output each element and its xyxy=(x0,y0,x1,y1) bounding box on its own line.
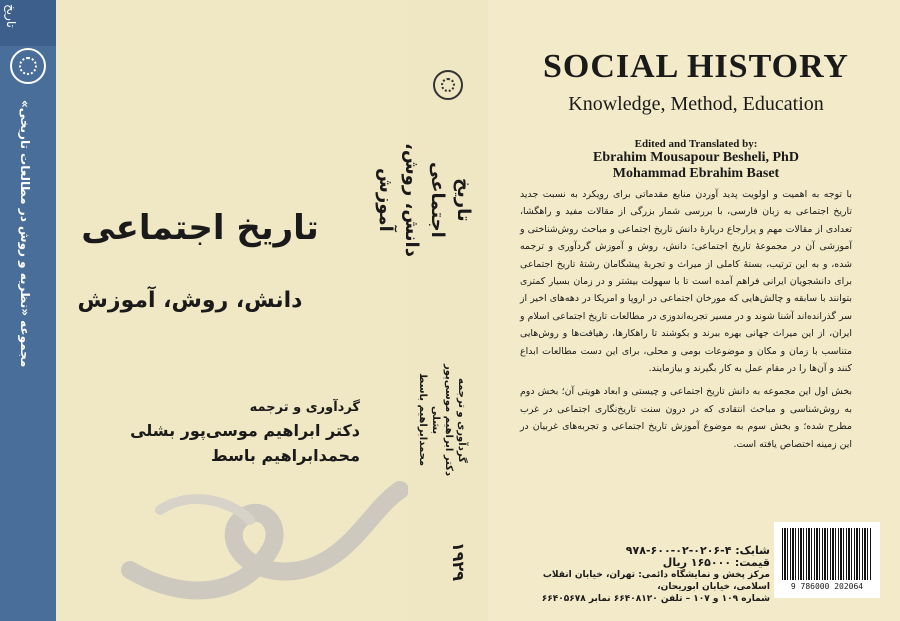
price-line: قیمت: ۱۶۵۰۰۰ ریال xyxy=(662,556,770,569)
spine-title xyxy=(375,140,476,260)
editor-1: Ebrahim Mousapour Besheli, PhD xyxy=(593,150,799,165)
editor-2: Mohammad Ebrahim Baset xyxy=(612,166,780,181)
series-title: مجموعه «نظریه و روش در مطالعات تاریخی» xyxy=(18,100,32,368)
spine-authors xyxy=(417,360,468,480)
spine-author-1: دکتر ابراهیم موسی‌پور بشلی xyxy=(430,363,454,477)
edited-label: Edited and Translated by: xyxy=(634,138,758,150)
author-2: محمدابراهیم باسط xyxy=(211,446,360,465)
english-subtitle: Knowledge, Method, Education xyxy=(568,93,824,115)
spine-compiled-label: گردآوری و ترجمه xyxy=(456,377,467,463)
spine-author-2: محمدابراهیم باسط xyxy=(417,373,428,467)
spine-number: ۱۹۲۹ xyxy=(449,542,468,582)
isbn-line: شابک: ۴-۰۲۰۶-۰۲-۶۰۰-۹۷۸ xyxy=(625,544,770,557)
strip-label: تاریخ xyxy=(4,4,18,28)
front-cover xyxy=(0,0,408,621)
phone-line: شماره ۱۰۹ و ۱۰۷ – تلفن ۶۶۴۰۸۱۲۰ نمابر ۶۶۴۰۵۶۷۸ xyxy=(541,594,770,604)
spine-logo-icon xyxy=(433,70,463,100)
front-subtitle: دانش، روش، آموزش xyxy=(77,288,303,313)
barcode-number: 9 786000 202064 xyxy=(790,582,864,591)
spine-title-line-2: دانش، روش، آموزش xyxy=(375,143,422,257)
barcode xyxy=(774,522,880,598)
english-title: SOCIAL HISTORY xyxy=(542,48,849,85)
publisher-logo-icon xyxy=(10,48,46,84)
front-title: تاریخ اجتماعی xyxy=(81,208,319,248)
spine-title-line-1: تاریخ اجتماعی xyxy=(427,162,474,238)
barcode-bars-icon xyxy=(782,528,872,580)
front-authors xyxy=(100,400,360,471)
author-1: دکتر ابراهیم موسی‌پور بشلی xyxy=(130,421,360,440)
series-strip xyxy=(0,0,56,621)
blurb-paragraph-1: با توجه به اهمیت و اولویت پدید آوردن منابع مقدماتی برای رویکرد به نسبت جدید تاریخ اجتماعی به زبان فارسی، با بررسی شمار بزرگی از مقالات مفید و راهگشا، تعدادی از مقالات مهم و پرارجاع دربارهٔ دانش تاریخ اجتماعی و مباحث روش‌شناختی و آموزشی آن در مجموعهٔ تاریخ اجتماعی: دانش، روش و آموزش گردآوری و ترجمه شده، و به این ترتیب، بستهٔ کاملی از میراث و تجربهٔ پیشگامان رشتهٔ تاریخ اجتماعی برای دانشجویان ایرانی فراهم آمده است تا با سهولت بیشتر و در زمان بسیار کمتری بتوانند با سابقه و چالش‌هایی که مورخان اجتماعی در اروپا و امریکا در دهه‌های اخیر از سر گذرانده‌اند آشنا شوند و در مسیر تجربه‌اندوزی در مطالعات تاریخ اجتماعی اسلام و ایران، از این میراث جهانی بهره ببرند و بکوشند تا راهکارها، رهیافت‌ها و روش‌هایی متناسب با زمان و مکان و موضوعات بومی و محلی، برای این دست مطالعات ابداع کنند و آن‌ها را در مقام عمل به کار بگیرند و بیازمایند. xyxy=(520,189,852,375)
isbn-block xyxy=(530,545,770,605)
compiled-label: گردآوری و ترجمه xyxy=(249,400,360,415)
blurb-paragraph-2: بخش اول این مجموعه به دانش تاریخ اجتماعی و چیستی و ابعاد هویتی آن؛ بخش دوم به روش‌شناسی و مباحث انتقادی که در درون سنت تاریخ‌نگاری اجتماعی در غرب مطرح شده؛ و بخش سوم به موضوع آموزش تاریخ اجتماعی و تجربه‌های غربیان در این زمینه اختصاص یافته است. xyxy=(520,386,852,450)
back-blurb xyxy=(520,186,852,450)
address-line: مرکز پخش و نمایشگاه دائمی: تهران، خیابان انقلاب اسلامی، خیابان ابوریحان، xyxy=(542,570,770,592)
strip-header xyxy=(0,0,56,46)
